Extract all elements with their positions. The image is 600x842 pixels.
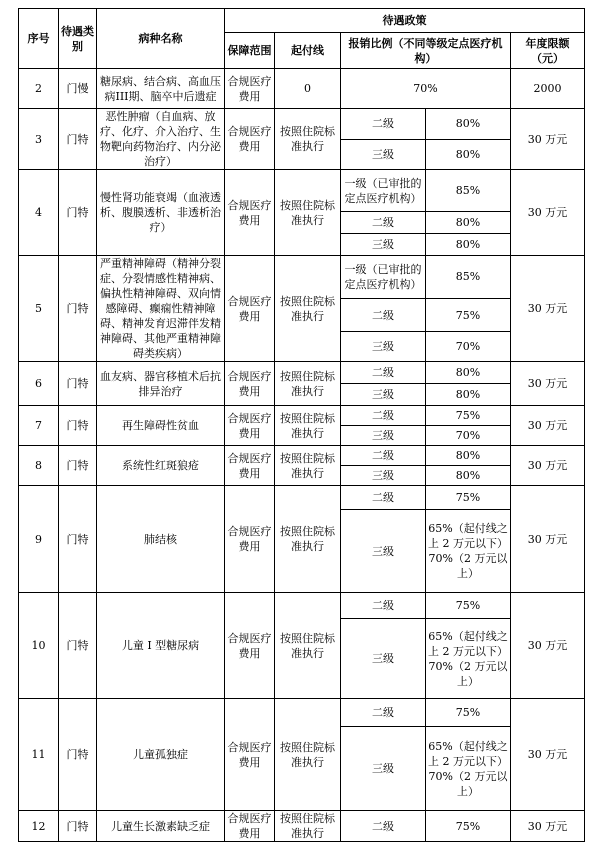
row-seq: 7 [19,406,59,446]
row-level: 一级（已审批的定点医疗机构） [341,170,426,212]
row-scope: 合规医疗费用 [225,406,275,446]
row-type: 门特 [59,486,97,593]
table-row [19,446,585,466]
row-level: 二级 [341,212,426,234]
row-type: 门特 [59,593,97,699]
table-row [19,69,585,109]
row-pct: 75% [426,406,511,426]
header-ratio: 报销比例（不同等级定点医疗机构） [341,33,511,69]
row-pct: 80% [426,466,511,486]
row-level: 二级 [341,446,426,466]
row-level: 三级 [341,384,426,406]
row-level: 三级 [341,139,426,170]
row-disease: 肺结核 [97,486,225,593]
row-pct: 65%（起付线之上 2 万元以下）70%（2 万元以上） [426,510,511,593]
row-type: 门特 [59,362,97,406]
row-pct: 80% [426,362,511,384]
row-limit: 30 万元 [511,811,585,842]
row-scope: 合规医疗费用 [225,170,275,256]
row-scope: 合规医疗费用 [225,69,275,109]
row-threshold: 按照住院标准执行 [275,486,341,593]
row-pct: 80% [426,446,511,466]
row-scope: 合规医疗费用 [225,446,275,486]
header-disease: 病种名称 [97,9,225,69]
row-level: 二级 [341,699,426,727]
table-row [19,406,585,426]
row-pct: 65%（起付线之上 2 万元以下）70%（2 万元以上） [426,727,511,811]
row-level: 三级 [341,466,426,486]
row-level: 一级（已审批的定点医疗机构） [341,256,426,299]
row-seq: 6 [19,362,59,406]
row-pct: 80% [426,139,511,170]
row-pct: 75% [426,298,511,331]
row-seq: 3 [19,109,59,170]
row-threshold: 按照住院标准执行 [275,593,341,699]
row-limit: 30 万元 [511,593,585,699]
row-ratio: 70% [341,69,511,109]
row-pct: 85% [426,256,511,299]
row-disease: 系统性红斑狼疮 [97,446,225,486]
header-threshold: 起付线 [275,33,341,69]
row-threshold: 按照住院标准执行 [275,109,341,170]
table-row [19,699,585,727]
row-seq: 8 [19,446,59,486]
row-threshold: 按照住院标准执行 [275,811,341,842]
table-row [19,486,585,510]
row-scope: 合规医疗费用 [225,486,275,593]
row-threshold: 按照住院标准执行 [275,362,341,406]
table-row [19,256,585,299]
row-level: 三级 [341,727,426,811]
row-seq: 5 [19,256,59,362]
row-level: 二级 [341,298,426,331]
table-row [19,362,585,384]
row-limit: 30 万元 [511,699,585,811]
row-type: 门特 [59,170,97,256]
row-pct: 85% [426,170,511,212]
row-type: 门特 [59,446,97,486]
table-row [19,170,585,212]
row-limit: 30 万元 [511,486,585,593]
row-scope: 合规医疗费用 [225,256,275,362]
row-limit: 30 万元 [511,170,585,256]
row-level: 二级 [341,406,426,426]
policy-table-container [18,8,584,842]
row-type: 门特 [59,256,97,362]
row-threshold: 按照住院标准执行 [275,699,341,811]
row-pct: 80% [426,109,511,140]
row-disease: 儿童生长激素缺乏症 [97,811,225,842]
row-scope: 合规医疗费用 [225,699,275,811]
row-level: 三级 [341,332,426,362]
row-seq: 4 [19,170,59,256]
row-level: 二级 [341,486,426,510]
row-disease: 糖尿病、结合病、高血压病III期、脑卒中后遗症 [97,69,225,109]
row-limit: 30 万元 [511,256,585,362]
row-threshold: 按照住院标准执行 [275,446,341,486]
row-pct: 75% [426,699,511,727]
row-pct: 80% [426,234,511,256]
row-level: 二级 [341,109,426,140]
policy-table [18,8,585,842]
row-level: 三级 [341,234,426,256]
row-pct: 65%（起付线之上 2 万元以下）70%（2 万元以上） [426,619,511,699]
row-seq: 10 [19,593,59,699]
row-level: 二级 [341,811,426,842]
header-seq: 序号 [19,9,59,69]
row-level: 三级 [341,426,426,446]
row-limit: 30 万元 [511,406,585,446]
row-pct: 75% [426,593,511,619]
table-row [19,109,585,140]
row-pct: 80% [426,384,511,406]
header-type: 待遇类别 [59,9,97,69]
row-threshold: 按照住院标准执行 [275,406,341,446]
row-pct: 75% [426,811,511,842]
row-pct: 75% [426,486,511,510]
row-disease: 血友病、器官移植术后抗排异治疗 [97,362,225,406]
row-level: 二级 [341,593,426,619]
row-disease: 儿童孤独症 [97,699,225,811]
row-pct: 70% [426,426,511,446]
row-pct: 70% [426,332,511,362]
row-disease: 再生障碍性贫血 [97,406,225,446]
row-threshold: 0 [275,69,341,109]
row-disease: 恶性肿瘤（自血病、放疗、化疗、介入治疗、生物靶向药物治疗、内分泌治疗） [97,109,225,170]
row-type: 门特 [59,811,97,842]
row-disease: 儿童 I 型糖尿病 [97,593,225,699]
row-level: 二级 [341,362,426,384]
row-disease: 慢性肾功能衰竭（血液透析、腹膜透析、非透析治疗） [97,170,225,256]
row-scope: 合规医疗费用 [225,593,275,699]
row-limit: 30 万元 [511,362,585,406]
row-type: 门特 [59,406,97,446]
row-threshold: 按照住院标准执行 [275,256,341,362]
row-level: 三级 [341,619,426,699]
row-seq: 11 [19,699,59,811]
row-seq: 9 [19,486,59,593]
row-scope: 合规医疗费用 [225,811,275,842]
row-limit: 30 万元 [511,109,585,170]
header-scope: 保障范围 [225,33,275,69]
row-threshold: 按照住院标准执行 [275,170,341,256]
header-policy: 待遇政策 [225,9,585,33]
row-disease: 严重精神障碍（精神分裂症、分裂情感性精神病、偏执性精神障碍、双向情感障碍、癫痫性精神障碍、精神发育迟滞伴发精神障碍、其他严重精神障碍类疾病） [97,256,225,362]
row-type: 门特 [59,109,97,170]
row-type: 门特 [59,699,97,811]
row-limit: 2000 [511,69,585,109]
row-level: 三级 [341,510,426,593]
header-limit: 年度限额（元） [511,33,585,69]
row-scope: 合规医疗费用 [225,109,275,170]
row-limit: 30 万元 [511,446,585,486]
row-seq: 2 [19,69,59,109]
row-seq: 12 [19,811,59,842]
table-row [19,811,585,842]
row-scope: 合规医疗费用 [225,362,275,406]
table-row [19,593,585,619]
row-pct: 80% [426,212,511,234]
row-type: 门慢 [59,69,97,109]
